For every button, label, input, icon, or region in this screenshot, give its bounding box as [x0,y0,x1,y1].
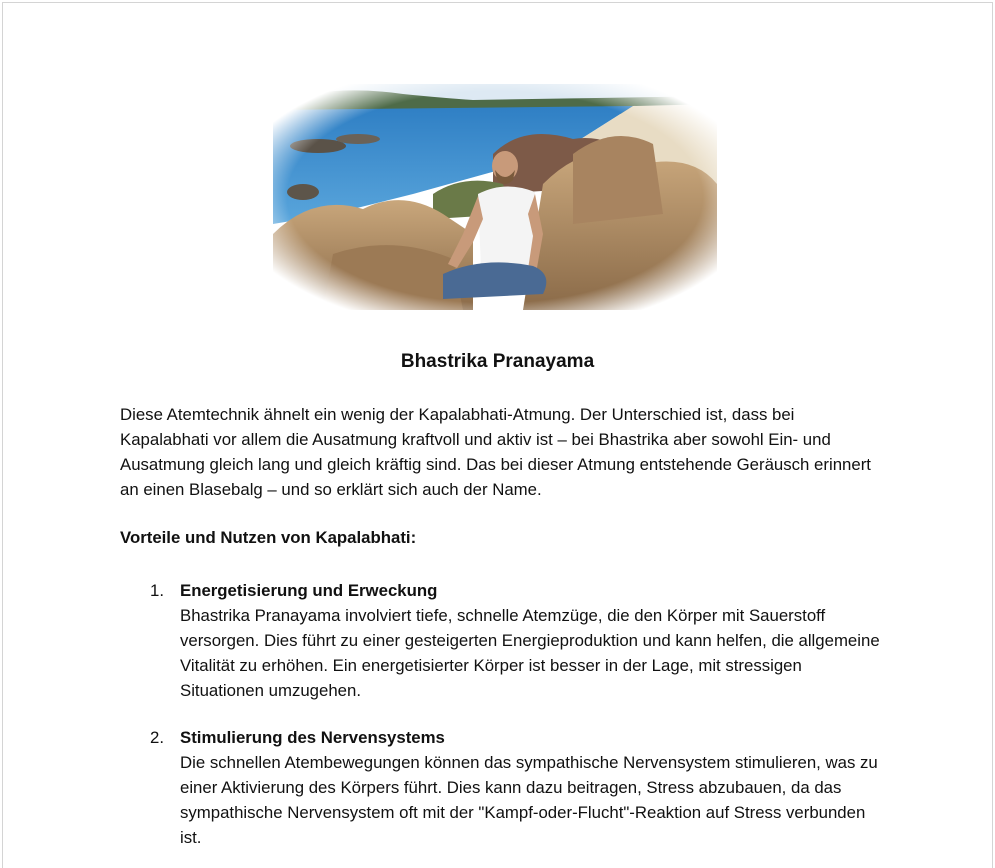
list-item-text: Die schnellen Atembewegungen können das sympathische Nervensystem stimulieren, was zu einer Aktivierung des Körpers führt. Dies kann dazu beitragen, Stress abzubauen, da das sympathische Nervensystem oft mit der "Kampf-oder-Flucht"-Reaktion auf Stress verbunden ist. [180,753,878,847]
list-item-number: 1. [150,581,164,600]
list-item [120,578,880,703]
section-heading: Vorteile und Nutzen von Kapalabhati: [120,528,417,547]
list-item-title: Stimulierung des Nervensystems [180,728,445,747]
document-title: Bhastrika Pranayama [400,351,595,372]
list-item-number: 2. [150,728,164,747]
intro-paragraph: Diese Atemtechnik ähnelt ein wenig der Kapalabhati-Atmung. Der Unterschied ist, dass bei Kapalabhati vor allem die Ausatmung kraftvoll und aktiv ist – bei Bhastrika aber sowohl Ein- und Ausatmung gleich lang und gleich kräftig sind. Das bei dieser Atmung entstehende Geräusch erinnert an einen Blasebalg – und so erklärt sich auch der Name. [120,405,871,499]
list-item [120,725,880,850]
list-item-title: Energetisierung und Erweckung [180,581,438,600]
list-item-text: Bhastrika Pranayama involviert tiefe, schnelle Atemzüge, die den Körper mit Sauerstoff versorgen. Dies führt zu einer gesteigerten Energieproduktion und kann helfen, die allgemeine Vitalität zu erhöhen. Ein energetisierter Körper ist besser in der Lage, mit stressigen Situationen umzugehen. [180,606,880,700]
meditation-photo [273,84,717,310]
